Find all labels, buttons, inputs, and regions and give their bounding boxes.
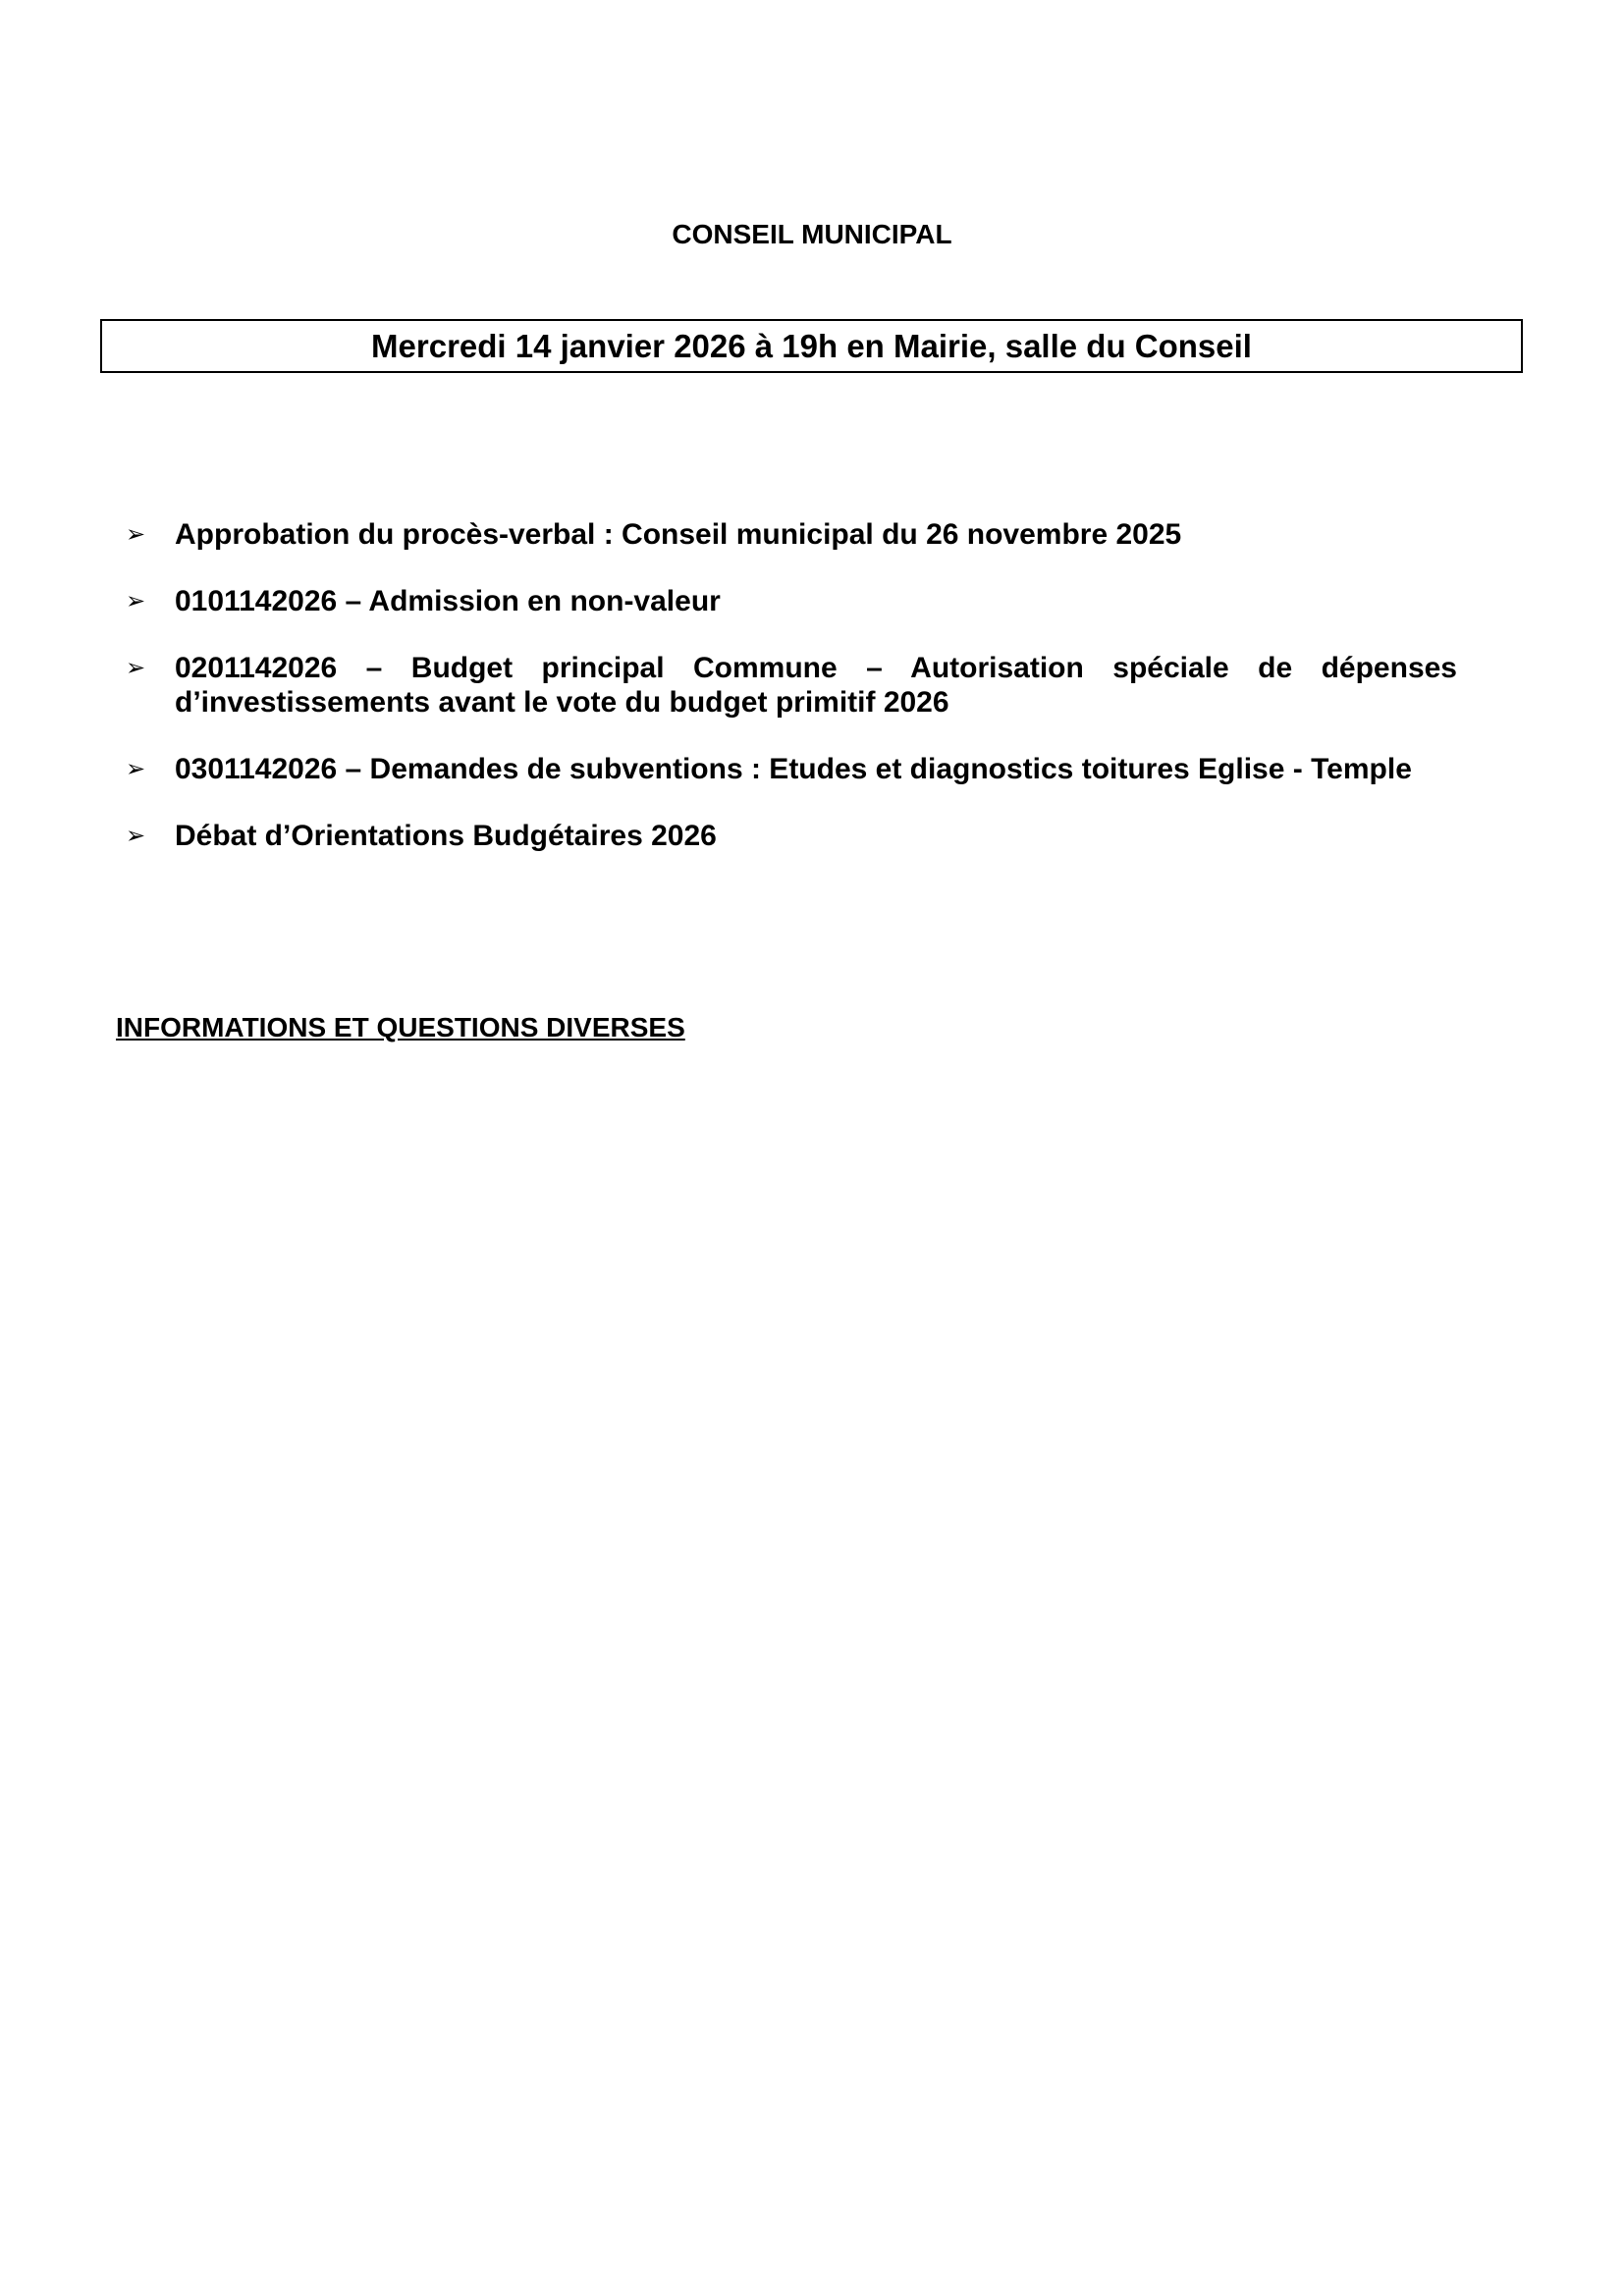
arrow-bullet-icon: ➢ <box>126 521 146 548</box>
arrow-bullet-icon: ➢ <box>126 756 146 782</box>
agenda-item-text: Débat d’Orientations Budgétaires 2026 <box>175 820 717 852</box>
meeting-date-box: Mercredi 14 janvier 2026 à 19h en Mairie, salle du Conseil <box>100 319 1523 373</box>
agenda-item <box>0 819 1457 853</box>
info-questions-heading: INFORMATIONS ET QUESTIONS DIVERSES <box>116 1012 685 1042</box>
agenda-item-text: Approbation du procès-verbal : Conseil municipal du 26 novembre 2025 <box>175 518 1182 551</box>
arrow-bullet-icon: ➢ <box>126 588 146 614</box>
agenda-list <box>0 517 1624 885</box>
agenda-item-text: 0101142026 – Admission en non-valeur <box>175 585 721 617</box>
agenda-item <box>0 584 1457 618</box>
arrow-bullet-icon: ➢ <box>126 823 146 849</box>
agenda-item-text: 0301142026 – Demandes de subventions : Etudes et diagnostics toitures Eglise - Temple <box>175 753 1412 785</box>
agenda-item <box>0 651 1457 720</box>
arrow-bullet-icon: ➢ <box>126 655 146 681</box>
page-title: CONSEIL MUNICIPAL <box>672 219 952 249</box>
agenda-item <box>0 517 1457 552</box>
agenda-item-text: 0201142026 – Budget principal Commune – Autorisation spéciale de dépenses d’investissements avant le vote du budget primitif 2026 <box>175 652 1457 719</box>
agenda-item <box>0 752 1457 786</box>
